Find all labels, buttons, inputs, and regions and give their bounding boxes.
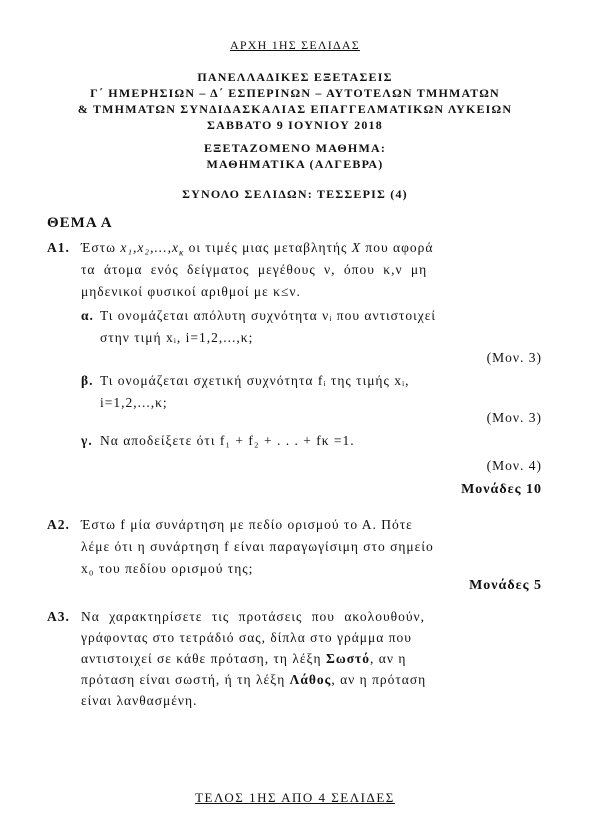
question-a3-line5: είναι λανθασμένη. bbox=[81, 693, 198, 708]
subject-name: ΜΑΘΗΜΑΤΙΚΑ (ΑΛΓΕΒΡΑ) bbox=[206, 157, 384, 171]
question-a1g-marks: (Μον. 4) bbox=[486, 458, 542, 473]
question-a1a-label: α. bbox=[81, 308, 94, 323]
question-a2-line2: λέμε ότι η συνάρτηση f είναι παραγωγίσιμη στο σημείο bbox=[81, 539, 434, 554]
question-a3-line4: πρόταση είναι σωστή, ή τη λέξη Λάθος, αν η πρόταση bbox=[81, 672, 427, 687]
question-a1-line1: Έστω $x_1,x_2,...,x_\kappa$ οι τιμές μιας μεταβλητής X που αφορά bbox=[81, 240, 434, 258]
question-a1a-line2: στην τιμή xᵢ, i=1,2,...,κ; bbox=[100, 330, 254, 345]
question-a1-number: Α1. bbox=[47, 240, 70, 255]
question-a1b-line1: Τι ονομάζεται σχετική συχνότητα fᵢ της τιμής xᵢ, bbox=[100, 373, 410, 388]
subject-label: ΕΞΕΤΑΖΟΜΕΝΟ ΜΑΘΗΜΑ: bbox=[203, 141, 387, 155]
exam-date: ΣΑΒΒΑΤΟ 9 ΙΟΥΝΙΟΥ 2018 bbox=[207, 118, 383, 132]
question-a1b-marks: (Μον. 3) bbox=[486, 410, 542, 425]
question-a1-line2: τα άτομα ενός δείγματος μεγέθους ν, όπου κ,ν μη bbox=[81, 262, 428, 277]
question-a3-line1: Να χαρακτηρίσετε τις προτάσεις που ακολουθούν, bbox=[81, 609, 426, 624]
question-a2-number: Α2. bbox=[47, 517, 70, 532]
page-end-label: ΤΕΛΟΣ 1ΗΣ ΑΠΟ 4 ΣΕΛΙΔΕΣ bbox=[195, 790, 395, 805]
question-a1a-line1: Τι ονομάζεται απόλυτη συχνότητα νᵢ που αντιστοιχεί bbox=[100, 308, 437, 323]
question-a2-line3: x₀ του πεδίου ορισμού της; bbox=[81, 561, 254, 576]
question-a1-total-marks: Μονάδες 10 bbox=[461, 482, 542, 497]
question-a1-line3: μηδενικοί φυσικοί αριθμοί με κ≤ν. bbox=[81, 284, 301, 299]
question-a2-line1: Έστω f μία συνάρτηση με πεδίο ορισμού το Α. Πότε bbox=[81, 517, 413, 532]
exam-title: ΠΑΝΕΛΛΑΔΙΚΕΣ ΕΞΕΤΑΣΕΙΣ bbox=[197, 70, 393, 84]
question-a1a-marks: (Μον. 3) bbox=[486, 350, 542, 365]
exam-subtitle-1: Γ΄ ΗΜΕΡΗΣΙΩΝ – Δ΄ ΕΣΠΕΡΙΝΩΝ – ΑΥΤΟΤΕΛΩΝ ΤΜΗΜΑΤΩΝ bbox=[90, 86, 500, 100]
exam-subtitle-2: & ΤΜΗΜΑΤΩΝ ΣΥΝΔΙΔΑΣΚΑΛΙΑΣ ΕΠΑΓΓΕΛΜΑΤΙΚΩΝ ΛΥΚΕΙΩΝ bbox=[77, 102, 513, 116]
question-a1b-label: β. bbox=[81, 373, 94, 388]
question-a2-total-marks: Μονάδες 5 bbox=[469, 578, 542, 593]
page-start-label: ΑΡΧΗ 1ΗΣ ΣΕΛΙΔΑΣ bbox=[230, 38, 360, 52]
question-a1g-line1: Να αποδείξετε ότι f₁ + f₂ + . . . + fκ =1. bbox=[100, 433, 355, 448]
total-pages: ΣΥΝΟΛΟ ΣΕΛΙΔΩΝ: ΤΕΣΣΕΡΙΣ (4) bbox=[182, 187, 408, 201]
question-a1g-label: γ. bbox=[81, 433, 93, 448]
question-a3-line2: γράφοντας στο τετράδιό σας, δίπλα στο γράμμα που bbox=[81, 630, 412, 645]
question-a3-number: Α3. bbox=[47, 609, 70, 624]
question-a1b-line2: i=1,2,...,κ; bbox=[100, 395, 168, 410]
theme-heading: ΘΕΜΑ Α bbox=[47, 215, 113, 231]
question-a3-line3: αντιστοιχεί σε κάθε πρόταση, τη λέξη Σωστό, αν η bbox=[81, 651, 407, 666]
